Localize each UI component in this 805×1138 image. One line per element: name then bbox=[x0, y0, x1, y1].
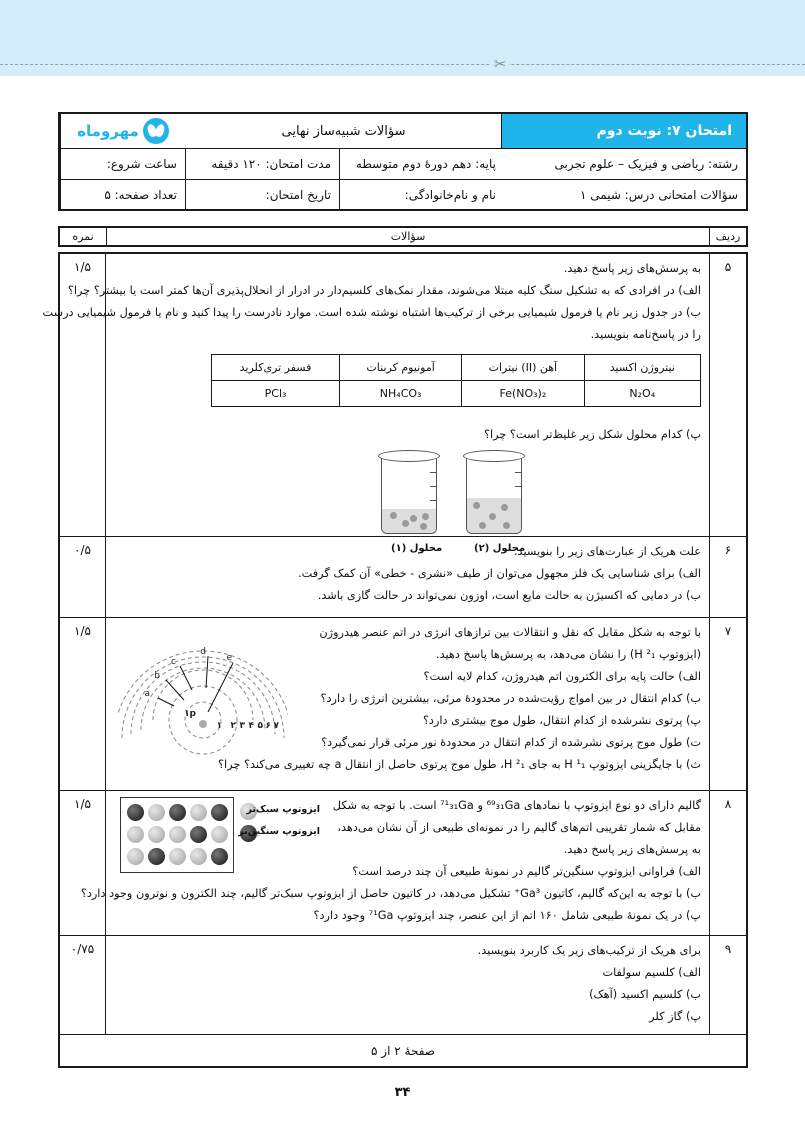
compound-formula: Fe(NO₃)₂ bbox=[462, 381, 584, 407]
question-8 bbox=[60, 791, 746, 936]
cut-line bbox=[0, 64, 805, 65]
question-part-d: ت) طول موج پرتوی نشرشده از کدام انتقال در محدودهٔ نور مرئی قرار نمی‌گیرد؟ bbox=[321, 736, 701, 749]
question-part-b: ب) با توجه به این‌که گالیم، کاتیون Ga³⁺ تشکیل می‌دهد، در کاتیون حاصل از ایزوتوپ سبک‌تر گالیم، چند الکترون و نوترون وجود دارد؟ bbox=[80, 887, 701, 900]
question-score: ۱/۵ bbox=[74, 260, 91, 274]
beaker-label-2: محلول (۲) bbox=[474, 543, 526, 554]
beaker-solution-2 bbox=[466, 458, 522, 534]
page-number: ۳۴ bbox=[394, 1085, 411, 1100]
page-indicator: صفحهٔ ۲ از ۵ bbox=[60, 1034, 746, 1066]
compound-name: آهن (II) نیترات bbox=[462, 355, 584, 381]
question-part-c: پ) در یک نمونهٔ طبیعی شامل ۱۶۰ اتم از این عنصر، چند ایزوتوپ ⁷¹Ga وجود دارد؟ bbox=[313, 909, 701, 922]
beaker-label-1: محلول (۱) bbox=[391, 543, 443, 554]
question-part-e: ث) با جایگزینی ایزوتوپ H ¹₁ به جای H ²₁، طول موج پرتوی حاصل از انتقال a چه تغییری می‌کند؟ چرا؟ bbox=[218, 758, 701, 771]
question-text: علت هریک از عبارت‌های زیر را بنویسید. bbox=[513, 545, 701, 558]
svg-text:۵: ۵ bbox=[257, 721, 263, 731]
col-row: ردیف bbox=[715, 230, 741, 243]
logo bbox=[60, 114, 185, 148]
compound-name: نیتروژن اکسید bbox=[584, 355, 700, 381]
question-part-a: الف) در افرادی که به تشکیل سنگ کلیه مبتلا می‌شوند، مقدار نمک‌های کلسیم‌دار در ادرار از انحلال‌پذیری آن‌ها کمتر است یا بیشتر؟ چرا؟ bbox=[67, 284, 701, 297]
transition-e: e bbox=[226, 653, 232, 663]
question-part-b: ب) در جدول زیر نام یا فرمول شیمیایی برخی از ترکیب‌ها اشتباه نوشته شده است. موارد نادرست را پیدا کنید و نام یا فرمول شیمیایی درست bbox=[42, 306, 701, 319]
compound-formula: N₂O₄ bbox=[584, 381, 700, 407]
question-score: ۰/۷۵ bbox=[70, 942, 95, 956]
question-text: به پرسش‌های زیر پاسخ دهید. bbox=[563, 262, 701, 275]
compound-name: فسفر تری‌کلرید bbox=[212, 355, 340, 381]
question-part-c: پ) کدام محلول شکل زیر غلیظ‌تر است؟ چرا؟ bbox=[483, 428, 701, 441]
svg-text:۲: ۲ bbox=[230, 721, 236, 731]
butterfly-logo-icon bbox=[143, 118, 169, 144]
question-7 bbox=[60, 618, 746, 791]
question-text: برای هریک از ترکیب‌های زیر یک کاربرد بنویسید. bbox=[477, 944, 701, 957]
question-part-c: پ) گاز کلر bbox=[649, 1010, 701, 1023]
col-questions: سؤالات bbox=[106, 228, 710, 245]
compounds-table bbox=[211, 354, 701, 407]
question-number: ۸ bbox=[724, 797, 732, 811]
svg-text:۶: ۶ bbox=[265, 721, 271, 731]
hydrogen-energy-levels-diagram bbox=[118, 628, 288, 768]
course: سؤالات امتحانی درس: شیمی ۱ bbox=[579, 187, 738, 202]
beaker-solution-1 bbox=[381, 458, 437, 534]
question-part-b: ب) کدام انتقال در بین امواج رؤیت‌شده در محدودهٔ مرئی، بیشترین انرژی را دارد؟ bbox=[320, 692, 701, 705]
svg-text:۱: ۱ bbox=[216, 721, 222, 731]
start-time: ساعت شروع: bbox=[60, 149, 185, 179]
question-text-cont: مقابل که شمار تقریبی اتم‌های گالیم را در نمونه‌ای طبیعی از آن نشان می‌دهد، bbox=[337, 821, 701, 834]
scissors-icon: ✂ bbox=[491, 56, 509, 72]
question-part-a: الف) برای شناسایی یک فلز مجهول می‌توان از طیف «نشری - خطی» آن کمک گرفت. bbox=[298, 567, 701, 580]
question-text-cont: به پرسش‌های زیر پاسخ دهید. bbox=[563, 843, 701, 856]
legend-light: ایزوتوپ سبک‌تر bbox=[246, 804, 320, 815]
question-number: ۶ bbox=[724, 543, 732, 557]
question-number: ۵ bbox=[724, 260, 732, 274]
exam-subtitle: سؤالات شبیه‌ساز نهایی bbox=[281, 123, 406, 139]
svg-text:۷: ۷ bbox=[273, 721, 279, 731]
legend-heavy: ایزوتوپ سنگین‌تر bbox=[238, 826, 320, 837]
question-part-a: الف) کلسیم سولفات bbox=[602, 966, 701, 979]
student-name-field: نام و نام‌خانوادگی: bbox=[339, 180, 502, 209]
question-part-b: ب) کلسیم اکسید (آهک) bbox=[589, 988, 701, 1001]
isotope-legend bbox=[240, 801, 320, 851]
logo-text: مهروماه bbox=[77, 122, 139, 140]
questions-table bbox=[42, 252, 748, 1068]
question-9 bbox=[60, 936, 746, 1035]
duration: مدت امتحان: ۱۲۰ دقیقه bbox=[185, 149, 339, 179]
question-text-cont: (ایزوتوپ H ²₁) را نشان می‌دهد، به پرسش‌ها پاسخ دهید. bbox=[436, 648, 701, 661]
exam-date: تاریخ امتحان: bbox=[185, 180, 339, 209]
grade: پایه: دهم دورهٔ دوم متوسطه bbox=[339, 149, 502, 179]
isotope-sample-grid bbox=[120, 797, 234, 873]
compound-formula: NH₄CO₃ bbox=[340, 381, 462, 407]
question-part-a: الف) فراوانی ایزوتوپ سنگین‌تر گالیم در نمونهٔ طبیعی آن چند درصد است؟ bbox=[352, 865, 701, 878]
question-6 bbox=[60, 537, 746, 618]
column-header bbox=[58, 226, 748, 247]
question-part-b: ب) در دمایی که اکسیژن به حالت مایع است، اوزون نمی‌تواند در حالت گازی باشد. bbox=[317, 589, 701, 602]
exam-header bbox=[58, 112, 748, 211]
transition-b: b bbox=[154, 671, 160, 681]
transition-a: a bbox=[144, 689, 150, 699]
compound-formula: PCl₃ bbox=[212, 381, 340, 407]
nucleus-label: ۱p bbox=[184, 709, 196, 719]
exam-title: امتحان ۷: نوبت دوم bbox=[502, 114, 746, 148]
page-count: تعداد صفحه: ۵ bbox=[60, 180, 185, 209]
transition-c: c bbox=[171, 657, 176, 667]
col-score: نمره bbox=[72, 230, 94, 243]
question-number: ۹ bbox=[724, 942, 732, 956]
question-score: ۱/۵ bbox=[74, 797, 91, 811]
field: رشته: ریاضی و فیزیک – علوم تجربی bbox=[554, 157, 738, 171]
transition-d: d bbox=[200, 647, 206, 657]
question-part-a: الف) حالت پایه برای الکترون اتم هیدروژن، کدام لایه است؟ bbox=[423, 670, 701, 683]
svg-text:۴: ۴ bbox=[248, 721, 254, 731]
question-text: با توجه به شکل مقابل که نقل و انتقالات بین ترازهای انرژی در اتم عنصر هیدروژن bbox=[319, 626, 701, 639]
question-part-b-cont: را در پاسخ‌نامه بنویسید. bbox=[590, 328, 701, 341]
question-part-c: پ) پرتوی نشرشده از کدام انتقال، طول موج بیشتری دارد؟ bbox=[422, 714, 701, 727]
compound-name: آمونیوم کربنات bbox=[340, 355, 462, 381]
question-score: ۱/۵ bbox=[74, 624, 91, 638]
question-score: ۰/۵ bbox=[74, 543, 91, 557]
question-number: ۷ bbox=[724, 624, 732, 638]
question-text: گالیم دارای دو نوع ایزوتوپ با نمادهای ⁶⁹₃₁Ga و ⁷¹₃₁Ga است. با توجه به شکل bbox=[332, 799, 701, 812]
svg-text:۳: ۳ bbox=[239, 721, 245, 731]
